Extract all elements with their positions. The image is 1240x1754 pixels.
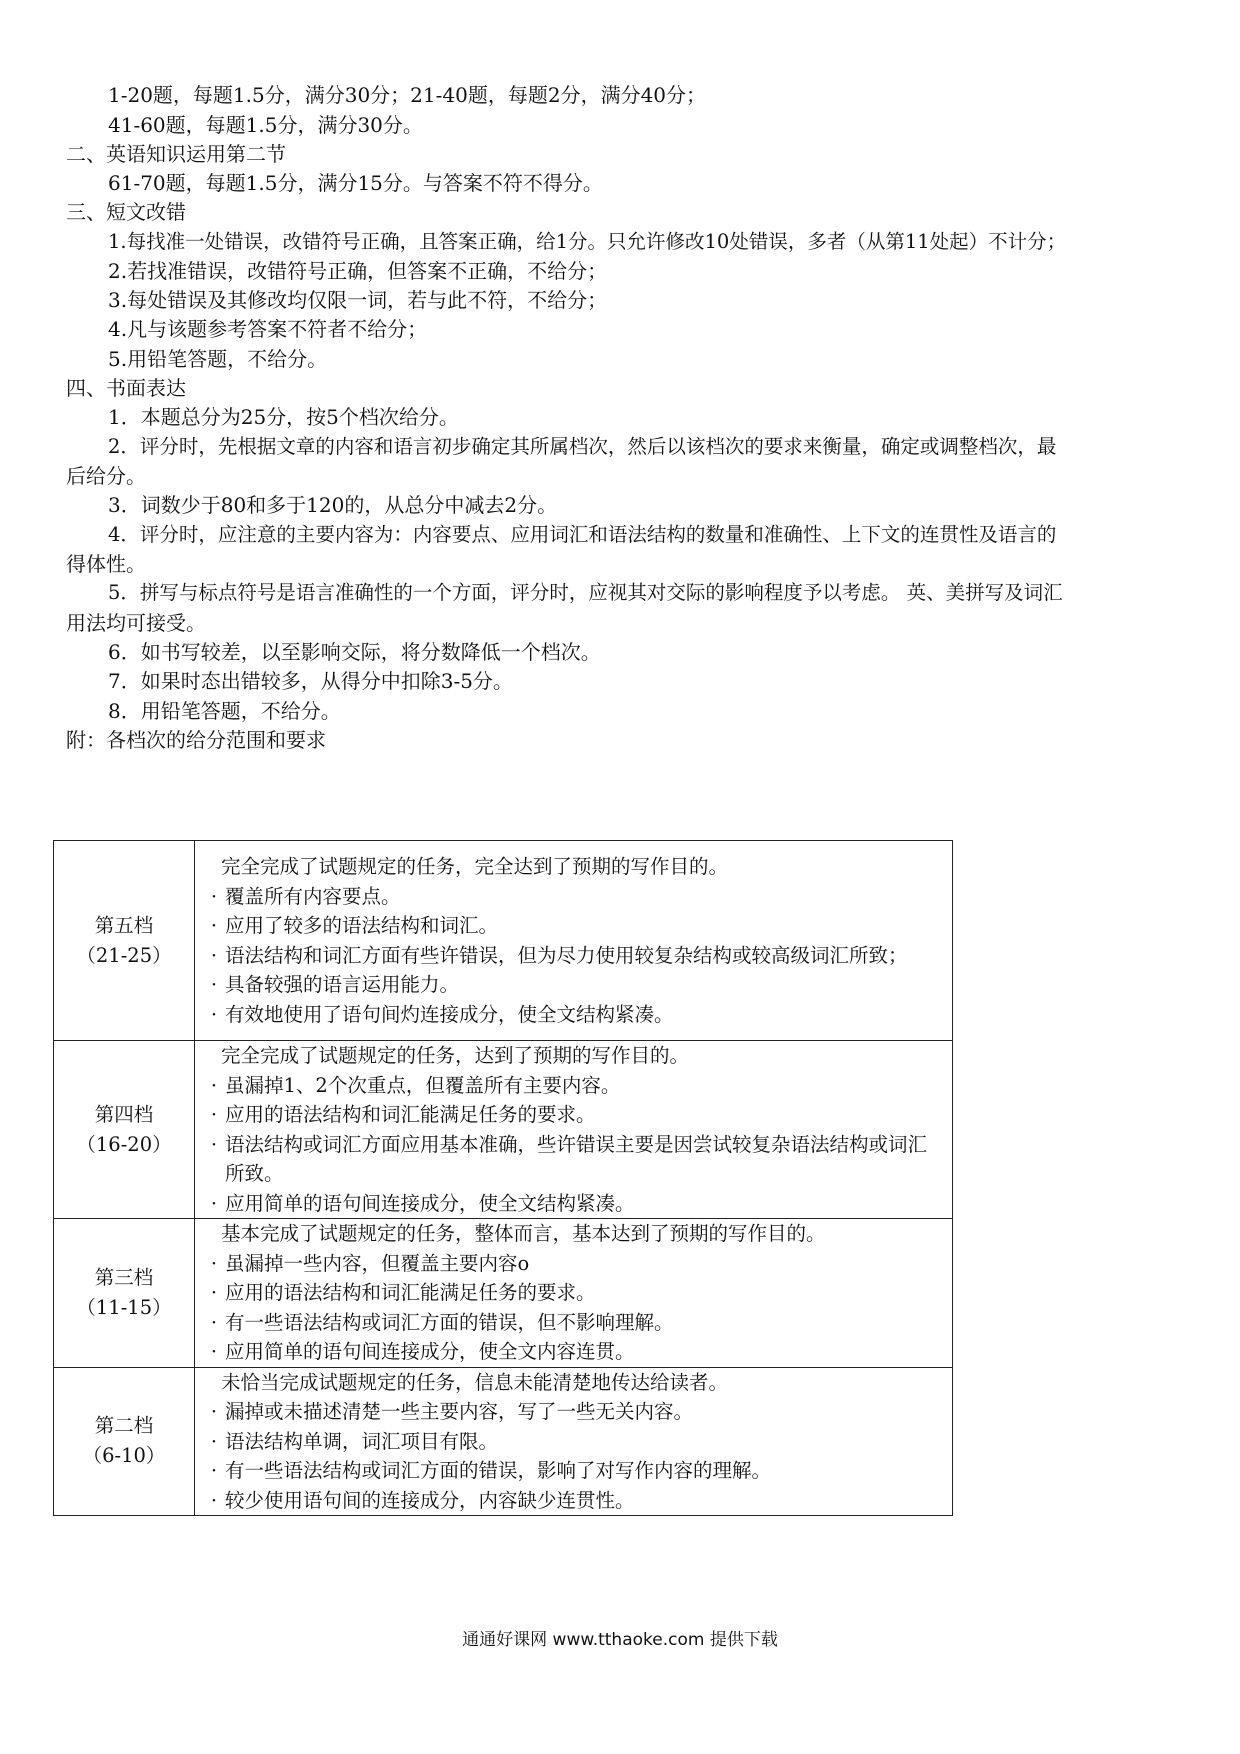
grade-bullet: · 覆盖所有内容要点。 bbox=[203, 882, 946, 912]
scoring-line-61-70: 61-70题，每题1.5分，满分15分。与答案不符不得分。 bbox=[108, 171, 603, 195]
bullet-dot-icon: · bbox=[210, 1488, 218, 1512]
grade-description-cell bbox=[195, 1041, 953, 1219]
grade-level-range: （16-20） bbox=[76, 1132, 172, 1156]
bullet-dot-icon: · bbox=[210, 943, 218, 967]
bullet-dot-icon: · bbox=[210, 1429, 218, 1453]
writing-rule-8: 8．用铅笔答题，不给分。 bbox=[108, 699, 341, 723]
footer-source: 通通好课网 www.tthaoke.com 提供下载 bbox=[462, 1630, 778, 1650]
bullet-dot-icon: · bbox=[210, 1459, 218, 1482]
bullet-dot-icon: · bbox=[210, 1340, 218, 1363]
grade-level-cell bbox=[54, 1367, 195, 1516]
grade-description-cell bbox=[195, 1219, 953, 1368]
grade-level-name: 第三档 bbox=[94, 1265, 154, 1289]
section-heading-4: 四、书面表达 bbox=[66, 376, 186, 400]
bullet-dot-icon: · bbox=[210, 884, 218, 908]
grade-lead: 完全完成了试题规定的任务，完全达到了预期的写作目的。 bbox=[221, 855, 729, 878]
writing-rule-6: 6．如书写较差，以至影响交际，将分数降低一个档次。 bbox=[108, 640, 601, 664]
grade-level-range: （6-10） bbox=[82, 1444, 166, 1468]
grade-bullet: · 虽漏掉一些内容，但覆盖主要内容o bbox=[203, 1249, 946, 1279]
writing-rule-5-cont: 用法均可接受。 bbox=[66, 611, 206, 635]
bullet-dot-icon: · bbox=[210, 1073, 218, 1097]
scoring-line-41-60: 41-60题，每题1.5分，满分30分。 bbox=[108, 113, 423, 137]
grade-bullet: · 应用的语法结构和词汇能满足任务的要求。 bbox=[203, 1100, 946, 1130]
correction-rule-1: 1.每找准一处错误，改错符号正确，且答案正确，给1分。只允许修改10处错误，多者（从第11处起）不计分； bbox=[108, 230, 1067, 253]
section-heading-3: 三、短文改错 bbox=[66, 200, 186, 224]
grade-bullet: · 语法结构或词汇方面应用基本准确，些许错误主要是因尝试较复杂语法结构或词汇所致。 bbox=[203, 1130, 946, 1189]
grade-row-3 bbox=[54, 1219, 953, 1368]
grade-level-name: 第二档 bbox=[94, 1414, 154, 1438]
grade-bullet: · 有一些语法结构或词汇方面的错误，影响了对写作内容的理解。 bbox=[203, 1456, 946, 1486]
grade-lead: 基本完成了试题规定的任务，整体而言，基本达到了预期的写作目的。 bbox=[221, 1222, 826, 1245]
appendix-heading: 附：各档次的给分范围和要求 bbox=[66, 728, 326, 752]
correction-rule-5: 5.用铅笔答题，不给分。 bbox=[108, 347, 328, 371]
writing-rule-4-cont: 得体性。 bbox=[66, 552, 146, 576]
correction-rule-3: 3.每处错误及其修改均仅限一词，若与此不符，不给分； bbox=[108, 288, 608, 312]
grade-bullet: · 语法结构和词汇方面有些许错误，但为尽力使用较复杂结构或较高级词汇所致； bbox=[203, 941, 946, 971]
writing-rule-4: 4．评分时，应注意的主要内容为：内容要点、应用词汇和语法结构的数量和准确性、上下文的连贯性及语言的 bbox=[108, 523, 1057, 546]
grade-bullet: · 漏掉或未描述清楚一些主要内容，写了一些无关内容。 bbox=[203, 1397, 946, 1427]
bullet-dot-icon: · bbox=[210, 914, 218, 937]
grade-bullet: · 较少使用语句间的连接成分，内容缺少连贯性。 bbox=[203, 1486, 946, 1516]
grade-level-cell bbox=[54, 841, 195, 1041]
grade-description-cell bbox=[195, 841, 953, 1041]
grade-lead: 未恰当完成试题规定的任务，信息未能清楚地传达给读者。 bbox=[221, 1370, 729, 1394]
bullet-dot-icon: · bbox=[210, 1310, 218, 1334]
grade-bullet: · 语法结构单调，词汇项目有限。 bbox=[203, 1427, 946, 1457]
grade-bullet: · 应用的语法结构和词汇能满足任务的要求。 bbox=[203, 1278, 946, 1308]
writing-rule-2-cont: 后给分。 bbox=[66, 464, 146, 488]
correction-rule-4: 4.凡与该题参考答案不符者不给分； bbox=[108, 317, 428, 341]
grade-level-range: （21-25） bbox=[76, 943, 172, 967]
grade-level-cell bbox=[54, 1219, 195, 1368]
grade-level-name: 第五档 bbox=[94, 913, 154, 937]
writing-rule-3: 3．词数少于80和多于120的，从总分中减去2分。 bbox=[108, 493, 558, 517]
grade-row-4 bbox=[54, 1041, 953, 1219]
correction-rule-2: 2.若找准错误，改错符号正确，但答案不正确，不给分； bbox=[108, 259, 608, 283]
grade-bullet: · 应用了较多的语法结构和词汇。 bbox=[203, 911, 946, 941]
section-heading-2: 二、英语知识运用第二节 bbox=[66, 142, 286, 166]
bullet-dot-icon: · bbox=[210, 1002, 218, 1026]
grade-level-range: （11-15） bbox=[76, 1295, 172, 1319]
scoring-line-1-40: 1-20题，每题1.5分，满分30分；21-40题，每题2分，满分40分； bbox=[108, 83, 707, 107]
writing-rule-2: 2．评分时，先根据文章的内容和语言初步确定其所属档次，然后以该档次的要求来衡量，确定或调整档次，最 bbox=[108, 435, 1057, 458]
bullet-dot-icon: · bbox=[210, 1400, 218, 1423]
bullet-dot-icon: · bbox=[210, 1251, 218, 1275]
grade-bullet: · 应用简单的语句间连接成分，使全文结构紧凑。 bbox=[203, 1189, 946, 1219]
grade-description-cell bbox=[195, 1367, 953, 1516]
grade-table bbox=[53, 840, 953, 1516]
grade-bullet: · 有效地使用了语句间灼连接成分，使全文结构紧凑。 bbox=[203, 1000, 946, 1030]
grade-bullet: · 具备较强的语言运用能力。 bbox=[203, 970, 946, 1000]
grade-bullet: · 应用简单的语句间连接成分，使全文内容连贯。 bbox=[203, 1337, 946, 1367]
grade-level-name: 第四档 bbox=[94, 1102, 154, 1126]
bullet-dot-icon: · bbox=[210, 1132, 218, 1156]
bullet-dot-icon: · bbox=[210, 1103, 218, 1126]
writing-rule-7: 7．如果时态出错较多，从得分中扣除3-5分。 bbox=[108, 669, 513, 693]
grade-bullet: · 虽漏掉1、2个次重点，但覆盖所有主要内容。 bbox=[203, 1071, 946, 1101]
grade-row-5 bbox=[54, 841, 953, 1041]
grade-bullet: · 有一些语法结构或词汇方面的错误，但不影响理解。 bbox=[203, 1308, 946, 1338]
bullet-dot-icon: · bbox=[210, 973, 218, 996]
bullet-dot-icon: · bbox=[210, 1281, 218, 1304]
writing-rule-1: 1．本题总分为25分，按5个档次给分。 bbox=[108, 405, 459, 429]
writing-rule-5: 5．拼写与标点符号是语言准确性的一个方面，评分时，应视其对交际的影响程度予以考虑。 英、美拼写及词汇 bbox=[108, 581, 1063, 604]
grade-row-2 bbox=[54, 1367, 953, 1516]
grade-lead: 完全完成了试题规定的任务，达到了预期的写作目的。 bbox=[221, 1044, 690, 1067]
bullet-dot-icon: · bbox=[210, 1191, 218, 1215]
grade-level-cell bbox=[54, 1041, 195, 1219]
